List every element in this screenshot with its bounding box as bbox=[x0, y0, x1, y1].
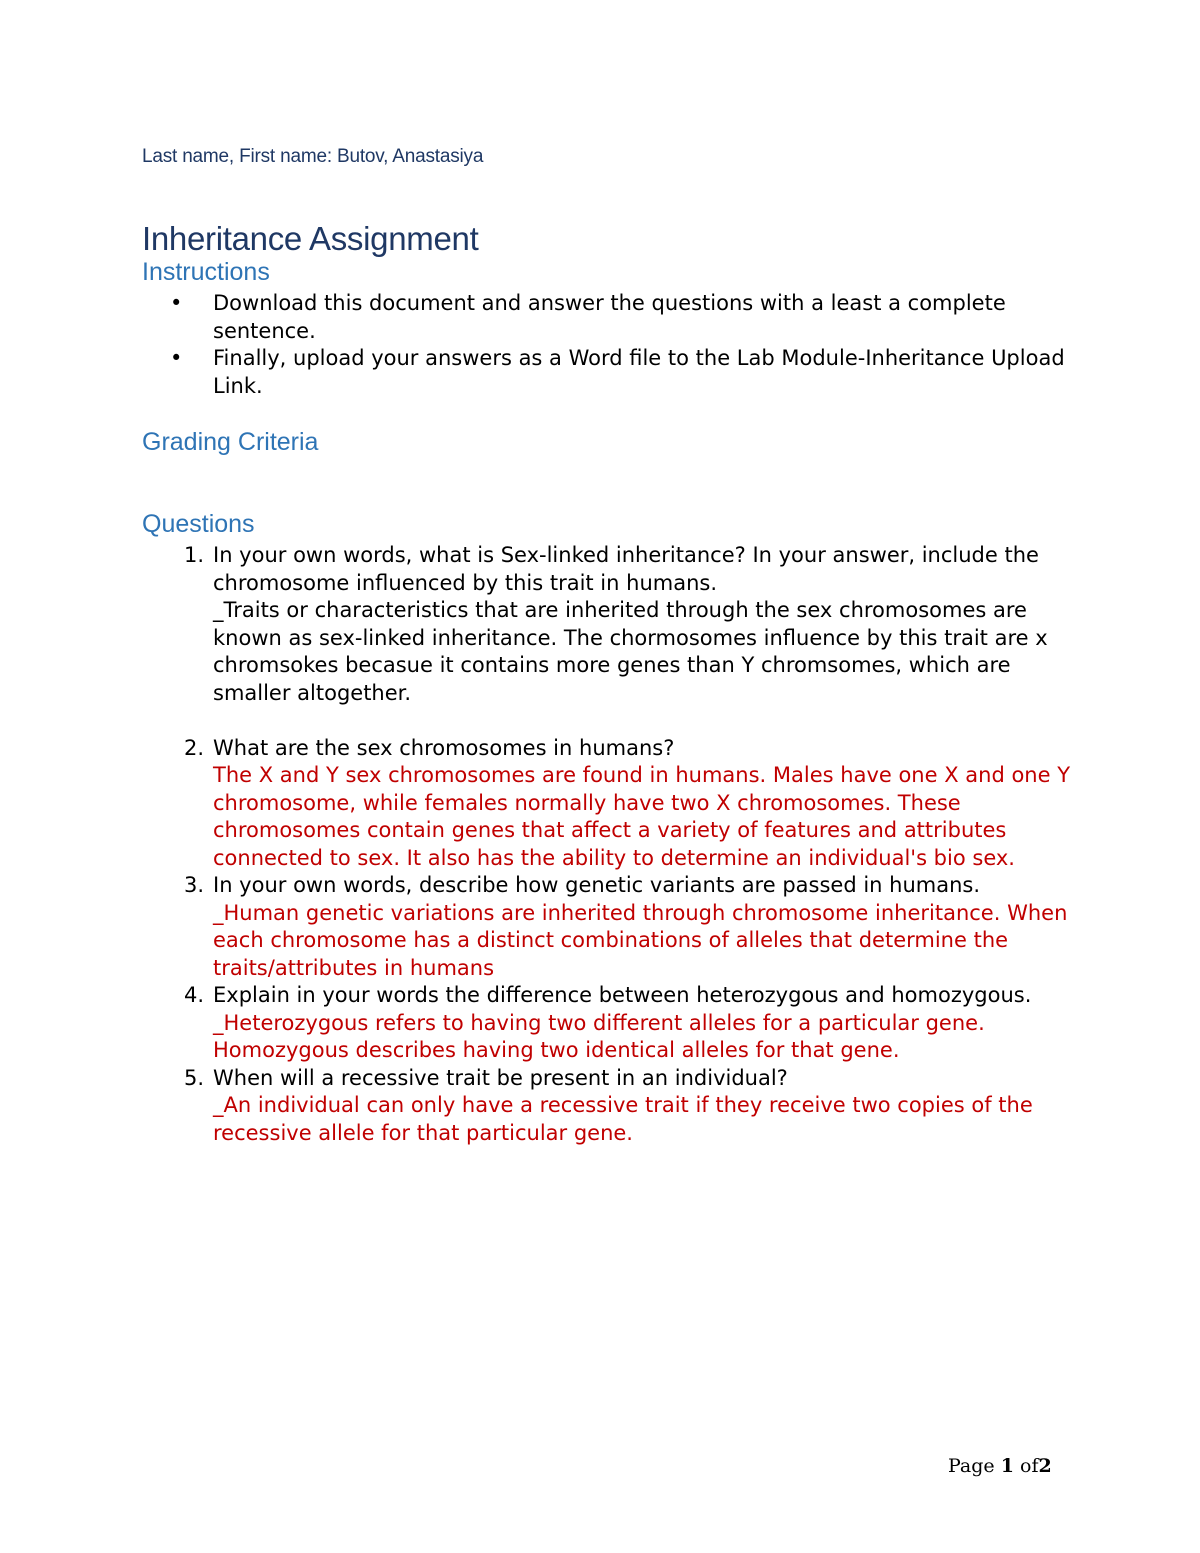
question-text: In your own words, what is Sex-linked inheritance? In your answer, include the chromosome influenced by this trait in humans. bbox=[213, 543, 1039, 595]
student-name-line: Last name, First name: Butov, Anastasiya bbox=[142, 146, 484, 167]
page-footer bbox=[948, 1455, 1052, 1477]
instruction-text: Finally, upload your answers as a Word file to the Lab Module-Inheritance Upload Link. bbox=[213, 346, 1065, 398]
questions-list bbox=[142, 542, 1072, 1147]
answer-text: _An individual can only have a recessive trait if they receive two copies of the recessive allele for that particular gene. bbox=[213, 1093, 1033, 1145]
of-label: of bbox=[1020, 1455, 1039, 1477]
question-item bbox=[142, 735, 1072, 873]
answer-text: _Traits or characteristics that are inherited through the sex chromosomes are known as sex-linked inheritance. The chormosomes influence by this trait are x chromsokes becasue it contains more genes than Y chromsomes, which are smaller altogether. bbox=[213, 598, 1048, 705]
question-number: 3. bbox=[183, 873, 204, 897]
question-item bbox=[142, 982, 1072, 1065]
document-title: Inheritance Assignment bbox=[142, 220, 479, 257]
instruction-item bbox=[142, 290, 1072, 345]
answer-text: _Human genetic variations are inherited through chromosome inheritance. When each chromosome has a distinct combinations of alleles that determine the traits/attributes in humans bbox=[213, 900, 1068, 980]
instructions-list bbox=[142, 290, 1072, 400]
question-item bbox=[142, 542, 1072, 735]
question-item bbox=[142, 872, 1072, 982]
bullet-icon: • bbox=[170, 291, 183, 315]
page-label: Page bbox=[948, 1455, 995, 1477]
questions-heading: Questions bbox=[142, 510, 255, 538]
question-text: What are the sex chromosomes in humans? bbox=[213, 735, 675, 760]
question-number: 1. bbox=[183, 543, 204, 567]
question-text: When will a recessive trait be present in an individual? bbox=[213, 1065, 788, 1090]
question-text: In your own words, describe how genetic variants are passed in humans. bbox=[213, 873, 981, 897]
bullet-icon: • bbox=[170, 346, 183, 370]
question-number: 4. bbox=[183, 983, 204, 1007]
instruction-text: Download this document and answer the questions with a least a complete sentence. bbox=[213, 291, 1006, 343]
spacer bbox=[213, 707, 1072, 735]
instructions-heading: Instructions bbox=[142, 258, 270, 286]
answer-text: _Heterozygous refers to having two different alleles for a particular gene. Homozygous describes having two identical alleles for that gene. bbox=[213, 1010, 985, 1062]
question-text: Explain in your words the difference between heterozygous and homozygous. bbox=[213, 983, 1032, 1007]
answer-text: The X and Y sex chromosomes are found in humans. Males have one X and one Y chromosome, while females normally have two X chromosomes. These chromosomes contain genes that affect a variety of features and attributes connected to sex. It also has the ability to determine an individual's bio sex. bbox=[213, 763, 1071, 870]
instruction-item bbox=[142, 345, 1072, 400]
total-pages-number: 2 bbox=[1038, 1455, 1052, 1477]
question-number: 5. bbox=[183, 1065, 204, 1090]
question-number: 2. bbox=[183, 735, 204, 760]
grading-criteria-heading: Grading Criteria bbox=[142, 428, 319, 456]
question-item bbox=[142, 1065, 1072, 1148]
current-page-number: 1 bbox=[1000, 1455, 1014, 1477]
